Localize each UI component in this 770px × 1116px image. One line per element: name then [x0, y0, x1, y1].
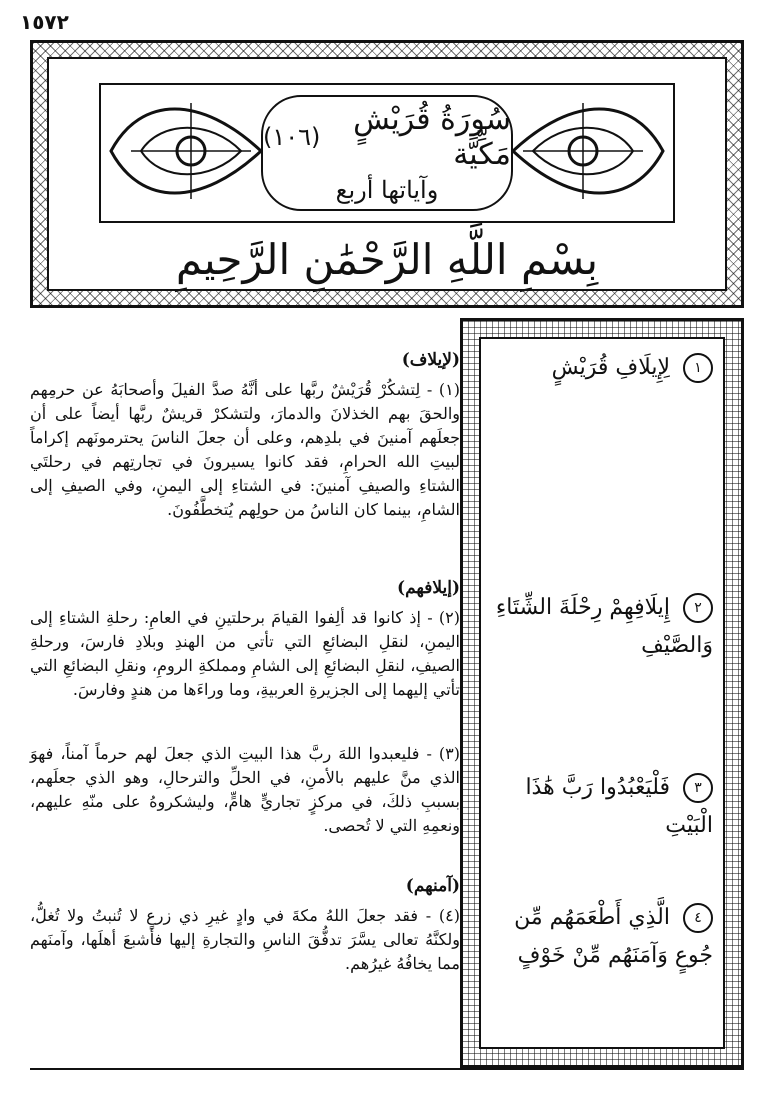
surah-name-line	[263, 102, 511, 172]
arabesque-ornament-right	[498, 85, 673, 217]
tafsir-heading: (لإيلاف)	[401, 350, 460, 370]
tafsir-block-2	[30, 576, 460, 702]
verse-number-marker: ٢	[683, 593, 713, 623]
tafsir-block-1	[30, 348, 460, 522]
verse-text: لِإِيلَافِ قُرَيْشٍ	[551, 355, 670, 380]
surah-header-frame	[30, 40, 744, 308]
verse-number-marker: ٣	[683, 773, 713, 803]
page-content	[30, 318, 744, 1068]
basmala: بِسْمِ اللَّهِ الرَّحْمَٰنِ الرَّحِيمِ	[175, 235, 599, 284]
verse-panel-inner	[479, 337, 725, 1049]
tafsir-text: (٢) - إذ كانوا قد ألِفوا القيامَ برحلتينِ في العامِ: رحلةِ الشتاءِ إلى اليمنِ، لنقلِ البضائعِ التي تأتي من الهندِ وبلادِ فارسَ، ورحلةِ الصيفِ، لنقلِ البضائعِ إلى الشامِ ومملكةِ الرومِ، ونقلِ البضائعِ التي تأتي إليهما إلى الجزيرةِ العربيةِ، وما وراءَها من هندٍ وفارسَ.	[30, 608, 460, 699]
surah-title-cartouche	[261, 95, 513, 211]
verse-4	[491, 899, 713, 975]
tafsir-heading: (آمنهم)	[405, 876, 460, 896]
surah-name: سُورَةُ قُرَيْشٍ مَكِّيَّة	[353, 102, 511, 172]
arabesque-ornament-left	[101, 85, 276, 217]
quran-verse-panel	[460, 318, 744, 1068]
surah-number: (١٠٦)	[263, 123, 321, 151]
page-number: ١٥٧٢	[20, 10, 69, 34]
tafsir-heading: (إيلافهم)	[397, 578, 460, 598]
verse-2	[491, 589, 713, 665]
verse-text: فَلْيَعْبُدُوا رَبَّ هَٰذَا الْبَيْتِ	[525, 775, 713, 838]
verse-text: الَّذِي أَطْعَمَهُم مِّن جُوعٍ وَآمَنَهُم مِّنْ خَوْفٍ	[514, 905, 713, 968]
tafsir-text: (٣) - فليعبدوا اللهَ ربَّ هذا البيتِ الذي جعلَ لهم حرماً آمناً، فهوَ الذي منَّ عليهم بالأمنِ، في الحلِّ والترحالِ، وهو الذي جعلَهم، بسببِ ذلكَ، في مركزٍ تجاريٍّ هامٍّ، وليشكروهُ على منّهِ عليهم، ونعمِهِ التي لا تُحصى.	[30, 744, 460, 835]
verse-count: وآياتها أربع	[335, 176, 439, 204]
title-band	[99, 83, 675, 223]
tafsir-block-3	[30, 742, 460, 838]
tafsir-block-4	[30, 874, 460, 976]
verse-number-marker: ٤	[683, 903, 713, 933]
bottom-rule	[30, 1068, 744, 1070]
tafsir-text: (٤) - فقد جعلَ اللهُ مكةَ في وادٍ غيرِ ذي زرعٍ لا تُنبتُ ولا تُغلُّ، ولكنَّهُ تعالى يسَّرَ تدفُّقَ الناسِ والتجارةِ إليها فأشبعَ أهلَها، وآمنَهم مما يخافُهُ غيرُهم.	[30, 906, 460, 973]
tafsir-column	[30, 318, 460, 1058]
verse-number-marker: ١	[683, 353, 713, 383]
verse-text: إِيلَافِهِمْ رِحْلَةَ الشِّتَاءِ وَالصَّيْفِ	[495, 595, 713, 658]
tafsir-text: (١) - لِتشكُرْ قُرَيْشٌ ربَّها على أنَّهُ صدَّ الفيلَ وأصحابَهُ عن حرمِهم والحقَ بهم الخذلانَ والدمارَ، ولتشكرْ قريشٌ ربَّها أيضاً على أن جعلَهم آمنينَ في بلدِهم، وعلى أن جعلَ الناسَ يحترمونَهم إكراماً لبيتِ الله الحرامِ، فقد كانوا يسيرونَ في تجارتِهم في رحلتَي الشتاءِ والصيفِ آمنينَ: في الشتاءِ إلى اليمنِ، وفي الصيفِ إلى الشامِ، بينما كان الناسُ من حولِهم يُتخطَّفُونَ.	[30, 380, 460, 519]
verse-3	[491, 769, 713, 845]
surah-header-inner	[47, 57, 727, 291]
verse-1	[491, 349, 713, 387]
